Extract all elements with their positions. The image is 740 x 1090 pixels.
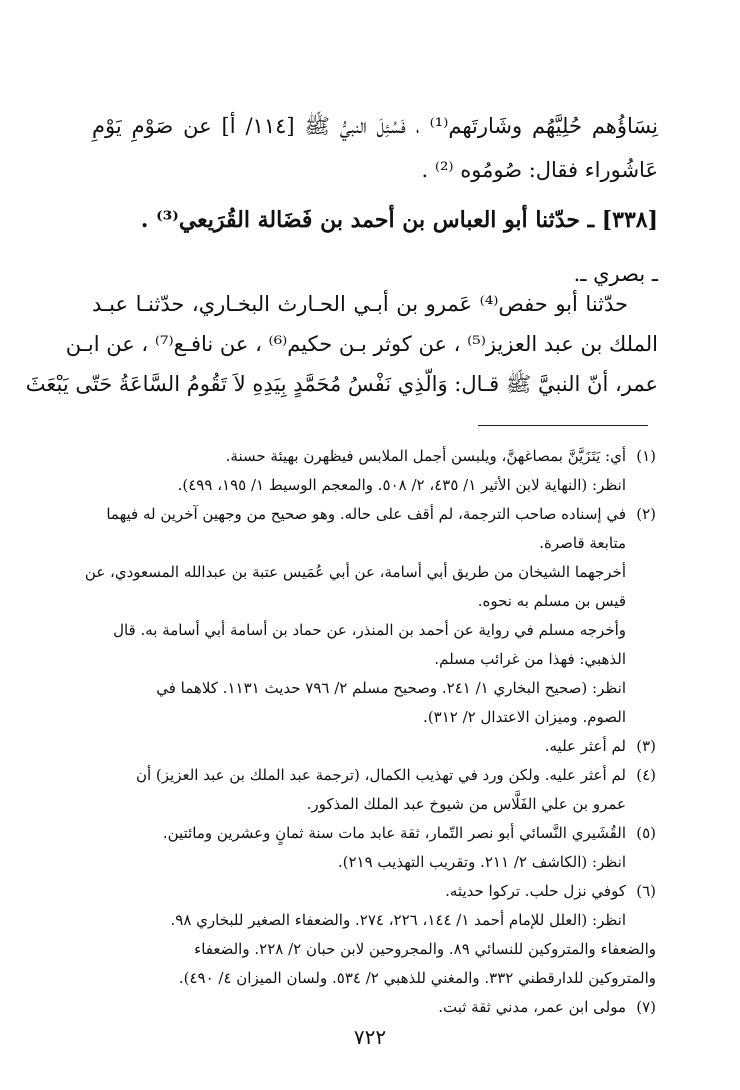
footnote-text: قيس بن مسلم به نحوه. — [477, 592, 626, 610]
footnote-text: والضعفاء والمتروكين للنسائي ٨٩. والمجروحين لابن حبان ٢/ ٢٢٨. والضعفاء — [194, 940, 656, 958]
main-line-2: عَاشُوراء فقال: صُومُوه ⁽²⁾ . — [421, 158, 658, 182]
footnote-number: (٦) — [636, 882, 656, 900]
footnote-line — [92, 645, 656, 674]
footnote-text: متابعة قاصرة. — [539, 534, 626, 552]
narrator-origin: ـ بصري ـ. — [573, 262, 658, 286]
hadith-heading: [٣٣٨] ـ حدّثنا أبو العباس بن أحمد بن فَضَالة القُرَيعي⁽³⁾ . — [140, 207, 658, 233]
footnote-number: (٤) — [636, 766, 656, 784]
footnote-line — [92, 935, 656, 964]
footnote-line — [92, 993, 656, 1022]
footnote-line — [92, 500, 656, 529]
footnotes — [84, 442, 656, 1022]
footnote-line — [84, 558, 656, 587]
footnote-line — [92, 529, 656, 558]
footnote-text: والمتروكين للدارقطني ٣٣٢. والمغني للذهبي ٢/ ٥٣٤. ولسان الميزان ٤/ ٤٩٠). — [178, 969, 656, 987]
footnote-text: أي: يَتَزَيَّنَّ بمصاغهنَّ، ويلبسن أجمل الملابس فيظهرن بهيئة حسنة. — [225, 447, 626, 465]
footnote-line — [92, 819, 656, 848]
footnote-divider — [478, 425, 648, 426]
footnote-line — [92, 790, 656, 819]
main-line-6: الملك بن عبد العزيز⁽⁵⁾ ، عن كوثر بـن حكيم⁽⁶⁾ ، عن نافـع⁽⁷⁾ ، عن ابـن — [65, 332, 658, 356]
footnote-text: لم أعثر عليه. ولكن ورد في تهذيب الكمال، (ترجمة عبد الملك بن عبد العزيز) أن — [135, 766, 626, 784]
main-line-1: نِسَاؤُهم حُلِيَّهُم وشَارتَهم⁽¹⁾ ، فَسُئِلَ النبيُّ ﷺ [١١٤/ أ] عن صَوْمِ يَوْمِ — [92, 114, 659, 138]
footnote-line — [92, 674, 656, 703]
footnote-number: (٥) — [636, 824, 656, 842]
footnote-line — [92, 471, 656, 500]
footnote-text: وأخرجه مسلم في رواية عن أحمد بن المنذر، عن حماد بن أسامة أبي أسامة به. قال — [113, 621, 626, 639]
footnote-line — [92, 848, 656, 877]
footnote-text: مولى ابن عمر، مدني ثقة ثبت. — [438, 998, 626, 1016]
footnote-text: الصوم. وميزان الاعتدال ٢/ ٣١٢). — [423, 708, 626, 726]
footnote-line — [92, 442, 656, 471]
footnote-number: (١) — [636, 447, 656, 465]
footnote-line — [92, 587, 656, 616]
footnote-number: (٢) — [636, 505, 656, 523]
footnote-text: أخرجهما الشيخان من طريق أبي أسامة، عن أبي عُمَيس عتبة بن عبدالله المسعودي، عن — [84, 563, 626, 581]
footnote-line — [92, 906, 656, 935]
footnote-number: (٣) — [636, 737, 656, 755]
main-line-5: حدّثنا أبو حفص⁽⁴⁾ عَمرو بن أبـي الحـارث البخـاري، حدّثنـا عبـد — [92, 292, 629, 316]
page-number: ٧٢٢ — [353, 1025, 387, 1049]
footnote-text: انظر: (الكاشف ٢/ ٢١١. وتقريب التهذيب ٢١٩). — [337, 853, 626, 871]
footnote-line — [92, 761, 656, 790]
footnote-text: انظر: (صحيح البخاري ١/ ٢٤١. وصحيح مسلم ٢/ ٧٩٦ حديث ١١٣١. كلاهما في — [156, 679, 626, 697]
main-line-7: عمر، أنّ النبيَّ ﷺ قـال: وَالّذِي نَفْسُ مُحَمَّدٍ بِيَدِهِ لاَ تَقُومُ السَّاعَةُ حَتّى يَبْعَثَ — [25, 372, 658, 396]
footnote-text: انظر: (النهاية لابن الأثير ١/ ٤٣٥، ٢/ ٥٠٨. والمعجم الوسيط ١/ ١٩٥، ٤٩٩). — [177, 476, 626, 494]
footnote-number: (٧) — [636, 998, 656, 1016]
footnote-text: عمرو بن علي الفَلَّاس من شيوخ عبد الملك المذكور. — [306, 795, 626, 813]
footnote-text: القُشَيري النَّسائي أبو نصر التّمار، ثقة عابد مات سنة ثمانٍ وعشرين ومائتين. — [162, 824, 626, 842]
footnote-text: الذهبي: فهذا من غرائب مسلم. — [434, 650, 626, 668]
footnote-text: كوفي نزل حلب. تركوا حديثه. — [445, 882, 626, 900]
footnote-line — [92, 616, 656, 645]
footnote-line — [92, 732, 656, 761]
footnote-line — [92, 964, 656, 993]
footnote-text: انظر: (العلل للإمام أحمد ١/ ١٤٤، ٢٢٦، ٢٧٤. والضعفاء الصغير للبخاري ٩٨. — [170, 911, 626, 929]
footnote-text: في إسناده صاحب الترجمة، لم أقف على حاله. وهو صحيح من وجهين آخرين له فيهما — [106, 505, 626, 523]
footnote-line — [92, 877, 656, 906]
footnote-line — [92, 703, 656, 732]
footnote-text: لم أعثر عليه. — [544, 737, 626, 755]
